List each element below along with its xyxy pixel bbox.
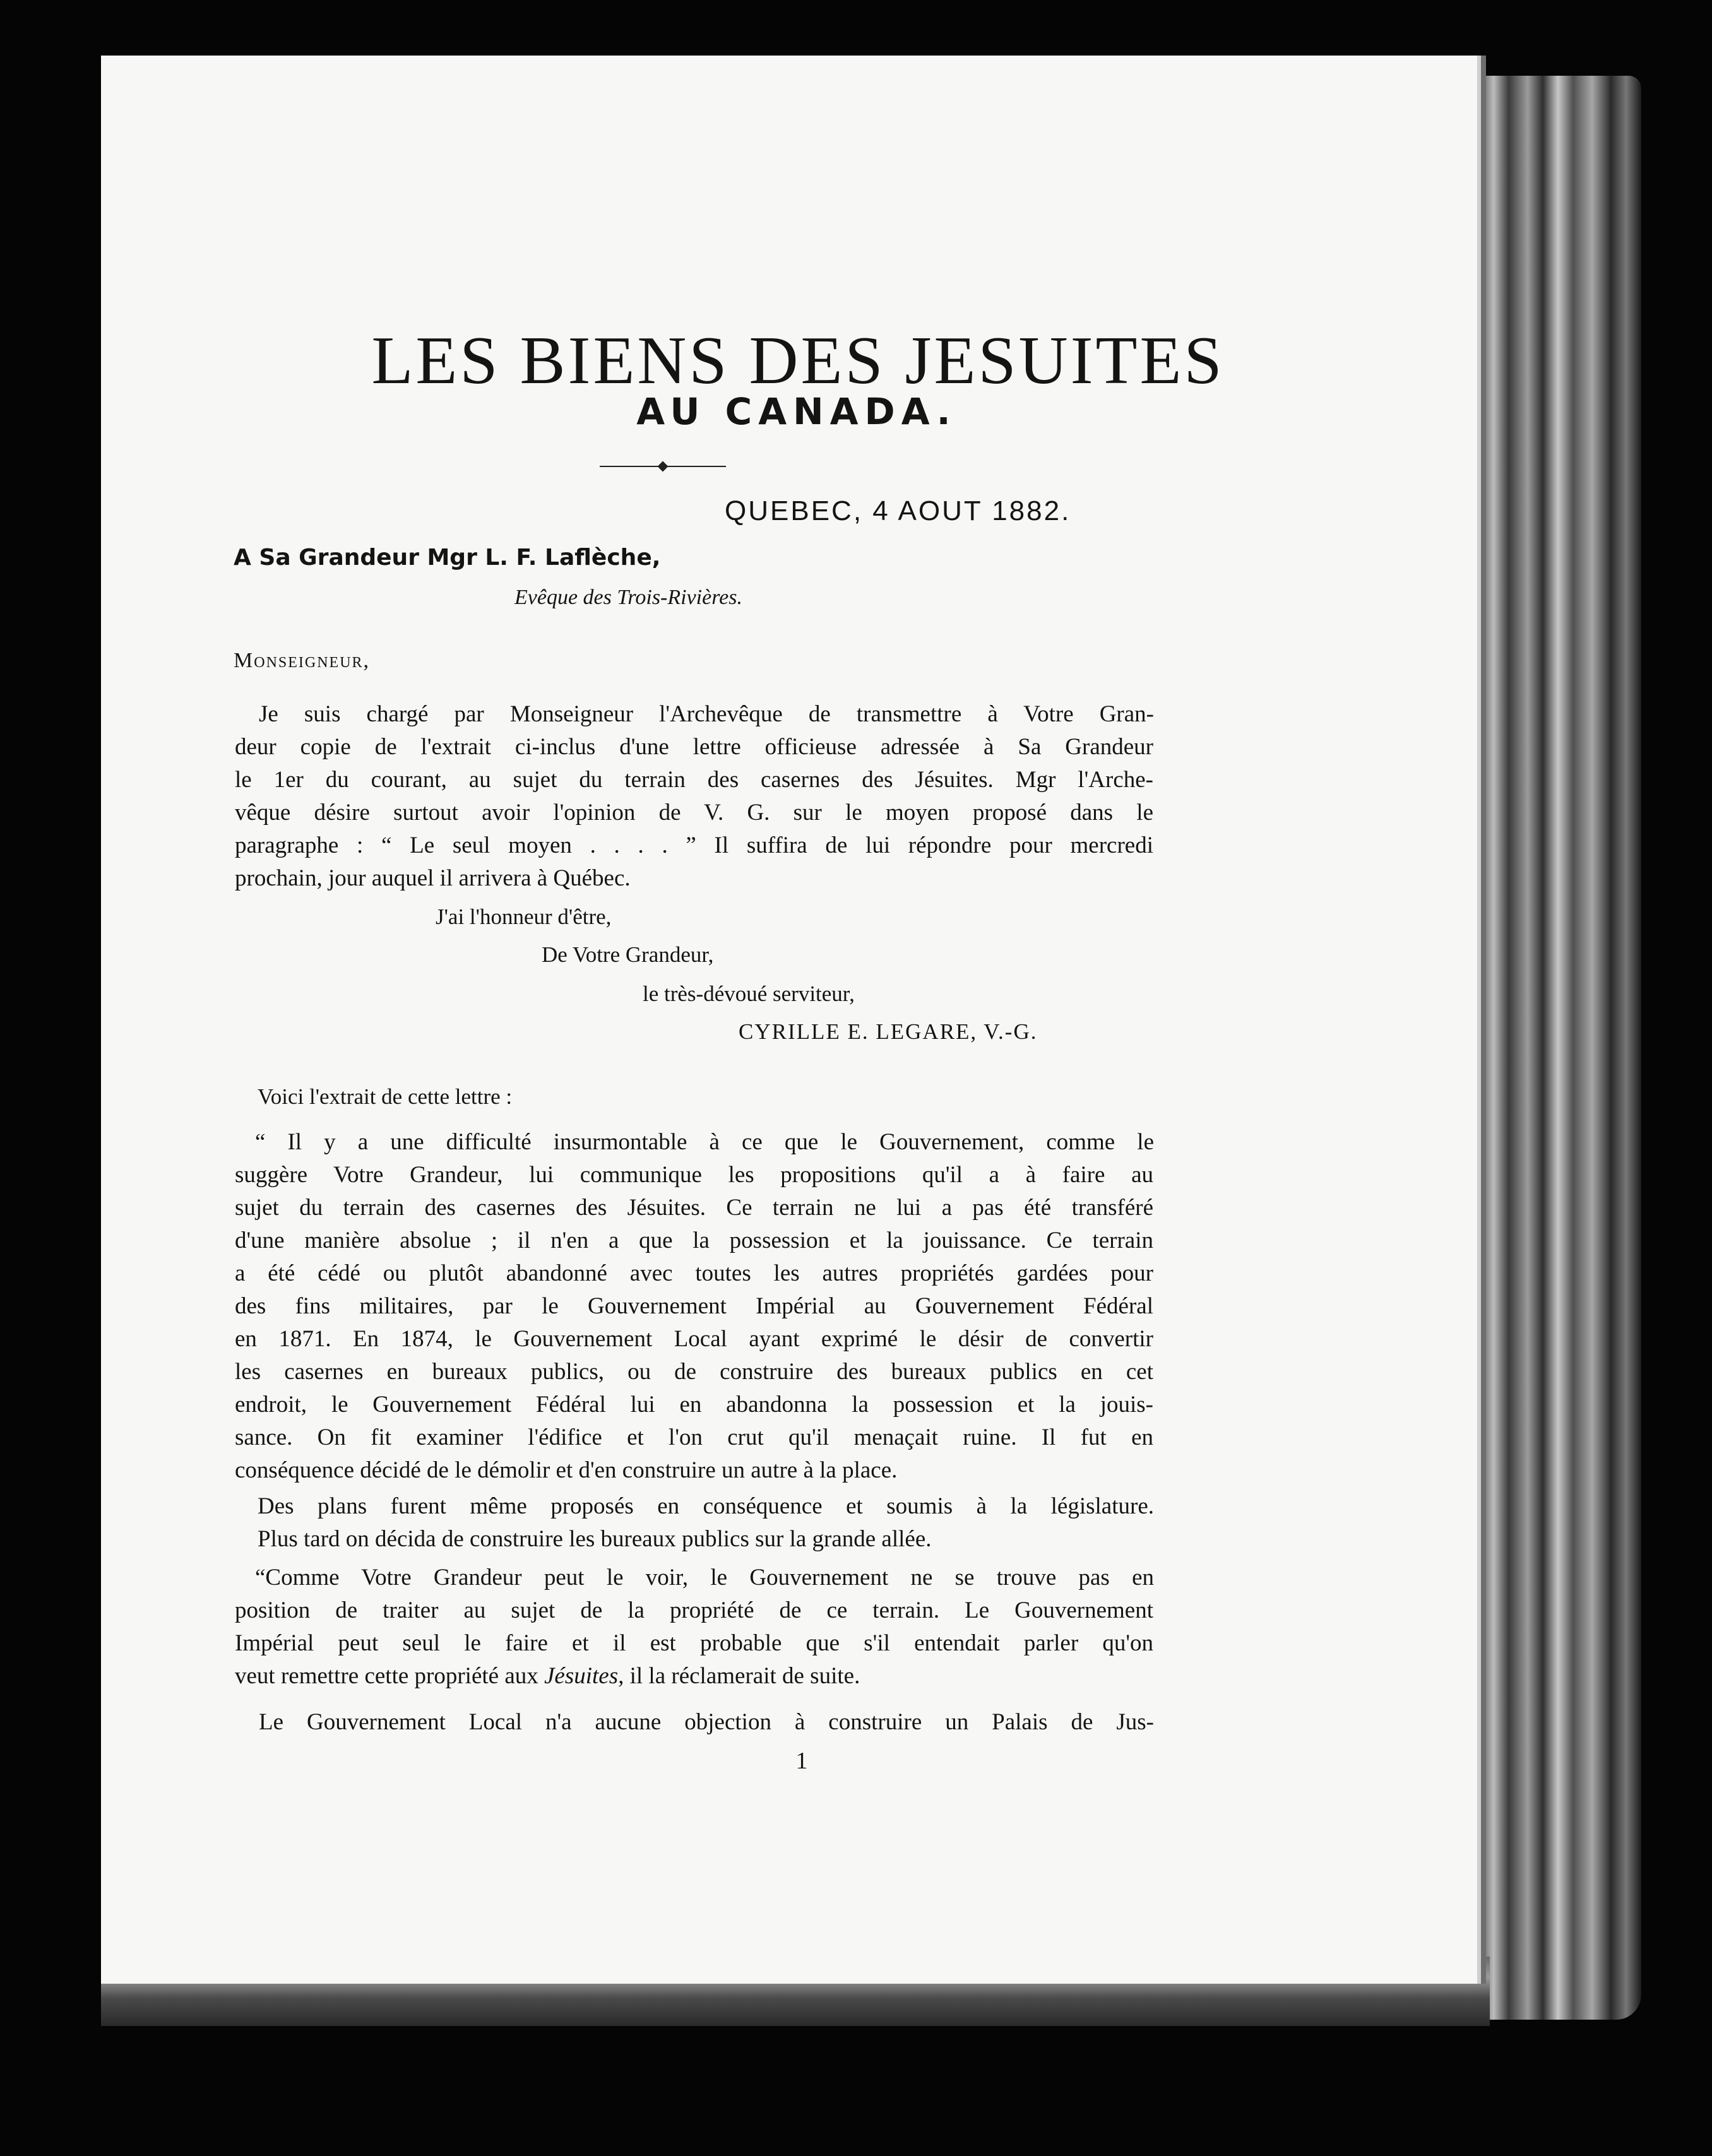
letter-line: prochain, jour auquel il arrivera à Québec. <box>235 865 631 891</box>
letter-line: Je suis chargé par Monseigneur l'Archevêque de transmettre à Votre Gran- <box>259 701 1154 727</box>
extract-line: d'une manière absolue ; il n'en a que la possession et la jouissance. Ce terrain <box>235 1228 1153 1253</box>
extract-line-with-italic <box>235 1662 1153 1690</box>
signature: CYRILLE E. LEGARE, V.-G. <box>739 1019 1038 1044</box>
closing-line: le très-dévoué serviteur, <box>643 981 855 1006</box>
extract-intro: Voici l'extrait de cette lettre : <box>258 1084 513 1109</box>
document-title: LES BIENS DES JESUITES <box>371 323 1225 398</box>
page-number: 1 <box>795 1748 808 1774</box>
addressee-title: Evêque des Trois-Rivières. <box>514 586 743 609</box>
extract-line: Plus tard on décida de construire les bureaux publics sur la grande allée. <box>258 1526 932 1552</box>
letter-line: le 1er du courant, au sujet du terrain des casernes des Jésuites. Mgr l'Arche- <box>235 767 1153 793</box>
extract-line: position de traiter au sujet de la propriété de ce terrain. Le Gouvernement <box>235 1597 1153 1623</box>
letter-line: paragraphe : “ Le seul moyen . . . . ” Il suffira de lui répondre pour mercredi <box>235 832 1153 858</box>
extract-line: endroit, le Gouvernement Fédéral lui en abandonna la possession et la jouis- <box>235 1392 1153 1418</box>
dateline: QUEBEC, 4 AOUT 1882. <box>725 495 1071 526</box>
document-subtitle: AU CANADA. <box>636 390 957 433</box>
extract-line-head: veut remettre cette propriété aux <box>235 1663 538 1689</box>
extract-line: en 1871. En 1874, le Gouvernement Local ayant exprimé le désir de convertir <box>235 1326 1153 1352</box>
extract-line: sujet du terrain des casernes des Jésuites. Ce terrain ne lui a pas été transféré <box>235 1195 1153 1221</box>
extract-line: “Comme Votre Grandeur peut le voir, le Gouvernement ne se trouve pas en <box>255 1565 1154 1590</box>
extract-line: conséquence décidé de le démolir et d'en construire un autre à la place. <box>235 1457 898 1483</box>
closing-line: De Votre Grandeur, <box>542 942 714 967</box>
letter-line: vêque désire surtout avoir l'opinion de V. G. sur le moyen proposé dans le <box>235 800 1153 826</box>
extract-line: sance. On fit examiner l'édifice et l'on crut qu'il menaçait ruine. Il fut en <box>235 1424 1153 1450</box>
extract-line-tail: il la réclamerait de suite. <box>624 1663 860 1689</box>
extract-line: des fins militaires, par le Gouvernement Impérial au Gouvernement Fédéral <box>235 1293 1153 1319</box>
closing-line: J'ai l'honneur d'être, <box>436 904 612 929</box>
extract-line: a été cédé ou plutôt abandonné avec toutes les autres propriétés gardées pour <box>235 1260 1153 1286</box>
salutation: Monseigneur, <box>234 649 371 672</box>
extract-line: suggère Votre Grandeur, lui communique les propositions qu'il a à faire au <box>235 1162 1153 1188</box>
italic-word-jesuites: Jésuites, <box>544 1663 624 1689</box>
addressee-name: A Sa Grandeur Mgr L. F. Laflèche, <box>234 545 661 571</box>
extract-line: Le Gouvernement Local n'a aucune objection à construire un Palais de Jus- <box>259 1709 1154 1735</box>
extract-line: Impérial peut seul le faire et il est probable que s'il entendait parler qu'on <box>235 1630 1153 1656</box>
extract-line: Des plans furent même proposés en conséquence et soumis à la législature. <box>258 1493 1154 1519</box>
letter-line: deur copie de l'extrait ci-inclus d'une lettre officieuse adressée à Sa Grandeur <box>235 734 1153 760</box>
extract-line: les casernes en bureaux publics, ou de construire des bureaux publics en cet <box>235 1359 1153 1385</box>
extract-line: “ Il y a une difficulté insurmontable à ce que le Gouvernement, comme le <box>255 1129 1154 1155</box>
